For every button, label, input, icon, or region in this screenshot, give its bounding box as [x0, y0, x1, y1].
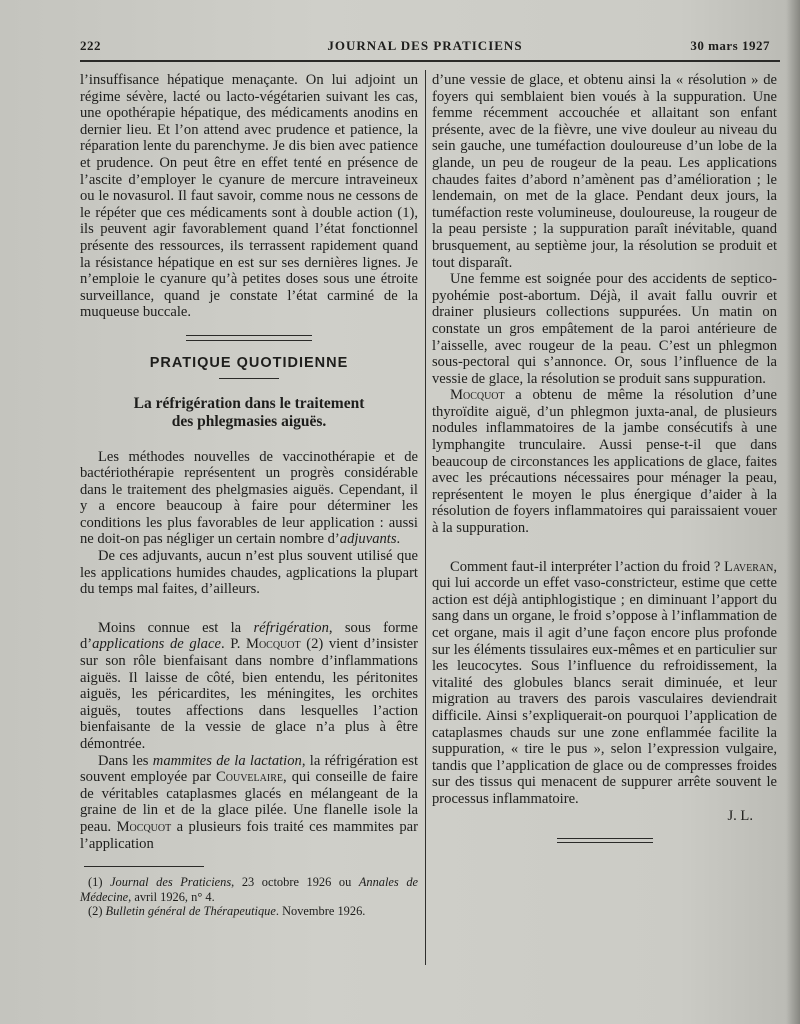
footnote-rule — [84, 866, 204, 867]
header-rule — [80, 60, 780, 62]
author-signature: J. L. — [727, 807, 753, 824]
article-title — [80, 395, 418, 431]
spacer — [80, 598, 418, 620]
running-header — [80, 36, 770, 58]
article-title-line: des phlegmasies aiguës. — [171, 412, 327, 430]
section-separator — [186, 335, 312, 341]
spacer — [432, 537, 777, 559]
paragraph: Une femme est soignée pour des accidents de septico-pyohémie post-abortum. Déjà, il avait fallu ouvrir et drainer plusieurs collections suppurées. Un matin on constate un gros empâtement de la paroi antérieure de l’aisselle, avec rougeur de la peau. C’est un phlegmon sous-pectoral qui s’annonce. Or, sous l’influence de la vessie de glace, la résolution se produit sans suppuration. — [432, 271, 777, 387]
column-divider — [425, 70, 426, 965]
paragraph: Dans les mammites de la lactation, la réfrigération est souvent employée par Couvelaire, qui conseille de faire de véritables cataplasmes glacés en mélangeant de la graine de lin et de la glace pilée. Une flanelle isole la peau. Mocquot a plusieurs fois traité ces mammites par l’application — [80, 752, 418, 852]
paragraph: Les méthodes nouvelles de vaccinothérapie et de bactériothérapie représentent un progrès considérable dans le traitement des phelgmasies aiguës. Cependant, il y a encore beaucoup à faire pour déterminer les conditions les plus favorables de leur application : aussi ne doit-on pas négliger un certain nombre d’adjuvants. — [80, 448, 418, 548]
section-title: PRATIQUE QUOTIDIENNE — [149, 354, 349, 371]
paragraph: l’insuffisance hépatique menaçante. On lui adjoint un régime sévère, lacté ou lacto-végétarien suivant les cas, une opothérapie hépatique, des médicaments anodins en dernier lieu. Et l’on attend avec prudence et patience, la réparation lente du parenchyme. Je dis bien avec patience et prudence. On peut être en effet tenté en présence de l’ascite d’employer le cyanure de mercure intraveineux ou le novasurol. Il faut savoir, comme nous ne cessons de le répéter que ces médicaments sont à double action (1), ils peuvent agir favorablement quand l’état fonctionnel présente des ressources, ils terrassent rapidement quand la résistance hépatique en est sur ses dernières lignes. Je n’emploie le cyanure qu’à petites doses sous une étroite surveillance, quand je constate l’état carminé de la muqueuse buccale. — [80, 72, 418, 321]
paragraph: Comment faut-il interpréter l’action du froid ? Laveran, qui lui accorde un effet vaso-constricteur, estime que cette action est déjà antiphlogistique ; en diminuant l’apport du sang dans un organe, le froid s’oppose à l’inflammation de cet organe, mais il agit d’une façon encore plus profonde sur les éléments tissulaires eux-mêmes et en particulier sur les leucocytes. Sous l’influence du refroidissement, la vitalité des globules blancs serait diminuée, et leur migration au travers des parois vasculaires deviendrait difficile. Ainsi s’expliquerait-on pourquoi l’application de cataplasmes chauds sur une zone enflammée facilite la suppuration, « tire le pus », selon l’expression vulgaire, tandis que l’application de glace ou de compresses froides sur des tissus qui menacent de suppurer arrête souvent le processus inflammatoire. — [432, 558, 777, 807]
left-column — [80, 72, 418, 919]
page-edge-shadow — [786, 0, 800, 1024]
paragraph: Mocquot a obtenu de même la résolution d’une thyroïdite aiguë, d’un phlegmon juxta-anal, de plusieurs nodules inflammatoires de la jambe consécutifs à une lymphangite trunculaire. Aussi pense-t-il que dans beaucoup de circonstances les applications de glace, faites avec les précautions nécessaires pour ménager la peau, représentent le moyen le plus énergique d’aider à la résolution de foyers inflammatoires qui paraissaient vouer à la suppuration. — [432, 387, 777, 537]
page-number: 222 — [80, 38, 101, 53]
paragraph: Moins connue est la réfrigération, sous forme d’applications de glace. P. Mocquot (2) vient d’insister sur son rôle bienfaisant dans nombre d’inflammations aiguës. Il laisse de côté, bien entendu, les péritonites aiguës, les péricardites, les méningites, les orchites aiguës, toutes affections dans lesquelles l’action bienfaisante de la vessie de glace n’a plus à être démontrée. — [80, 619, 418, 752]
section-title-underline — [219, 378, 279, 379]
article-title-line: La réfrigération dans le traitement — [133, 394, 365, 412]
paragraph: d’une vessie de glace, et obtenu ainsi la « résolution » de foyers qui semblaient bien voués à la suppuration. Une femme récemment accouchée et allaitant son enfant présente, avec de la fièvre, une vive douleur au niveau du sein gauche, une tuméfaction douloureuse d’un lobe de la glande, un peu de rougeur de la peau. Les applications chaudes faites d’abord n’amènent pas d’amélioration ; le lendemain, on met de la glace. Pendant deux jours, la tuméfaction reste volumineuse, douloureuse, la rougeur de la peau persiste ; la suppuration paraît inévitable, quand brusquement, au septième jour, la résolution se produit et tout disparaît. — [432, 72, 777, 271]
issue-date: 30 mars 1927 — [690, 38, 770, 53]
article-end-rule — [557, 838, 653, 843]
right-column — [432, 72, 777, 843]
footnote: (2) Bulletin général de Thérapeutique. Novembre 1926. — [88, 904, 366, 919]
footnotes — [80, 875, 418, 919]
paragraph: De ces adjuvants, aucun n’est plus souvent utilisé que les applications humides chaudes, agplications la plupart du temps mal faites, d’ailleurs. — [80, 548, 418, 598]
footnote: (1) Journal des Praticiens, 23 octobre 1926 ou Annales de Médecine, avril 1926, n° 4. — [80, 875, 419, 904]
journal-title: JOURNAL DES PRATICIENS — [327, 38, 523, 53]
